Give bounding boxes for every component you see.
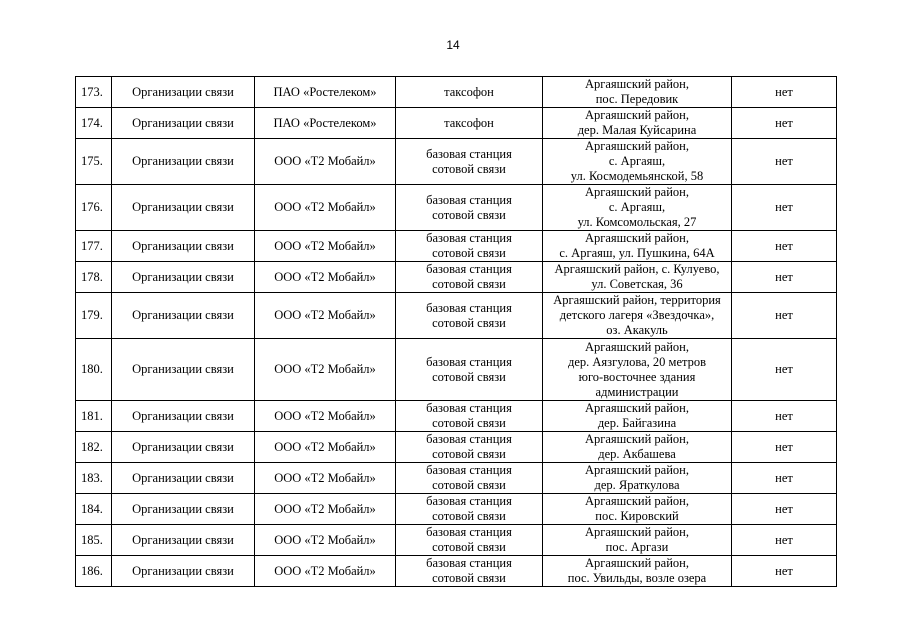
row-number-cell: 186. [76,556,112,587]
organization-cell: ПАО «Ростелеком» [255,77,396,108]
object-cell-line: сотовой связи [432,246,506,260]
category-cell: Организации связи [112,401,255,432]
object-cell [396,139,543,185]
address-cell-line: детского лагеря «Звездочка», [559,308,715,322]
address-cell-line: Аргаяшский район, [584,231,689,245]
object-cell [396,262,543,293]
address-cell [543,231,732,262]
address-cell [543,401,732,432]
address-cell-line: с. Аргаяш, [608,154,666,168]
address-cell [543,525,732,556]
address-cell-line: Аргаяшский район, [584,185,689,199]
value-cell: нет [732,401,837,432]
row-number-cell: 173. [76,77,112,108]
object-cell [396,339,543,401]
address-cell [543,77,732,108]
address-cell-line: ул. Советская, 36 [591,277,683,291]
category-cell: Организации связи [112,293,255,339]
category-cell: Организации связи [112,108,255,139]
object-cell-line: базовая станция [426,192,512,207]
address-cell-line: с. Аргаяш, ул. Пушкина, 64А [559,246,715,260]
object-cell-line: сотовой связи [432,540,506,554]
address-cell-line: Аргаяшский район, [584,463,689,477]
address-cell [543,339,732,401]
object-cell [396,556,543,587]
table-row [76,231,837,262]
category-cell: Организации связи [112,494,255,525]
row-number-cell: 184. [76,494,112,525]
object-cell-line: таксофон [444,115,494,130]
object-cell [396,432,543,463]
page-number: 14 [446,38,460,52]
object-cell-line: сотовой связи [432,571,506,585]
organization-cell: ООО «Т2 Мобайл» [255,463,396,494]
address-cell-line: ул. Комсомольская, 27 [577,215,697,229]
table-body [76,77,837,587]
address-cell-line: оз. Акакуль [606,323,668,337]
table-row [76,293,837,339]
organization-cell: ООО «Т2 Мобайл» [255,262,396,293]
address-cell-line: пос. Кировский [595,509,679,523]
object-cell-line: сотовой связи [432,277,506,291]
address-cell [543,463,732,494]
address-cell [543,185,732,231]
address-cell-line: Аргаяшский район, [584,432,689,446]
value-cell: нет [732,339,837,401]
address-cell [543,108,732,139]
value-cell: нет [732,77,837,108]
category-cell: Организации связи [112,139,255,185]
category-cell: Организации связи [112,339,255,401]
address-cell-line: дер. Малая Куйсарина [577,123,697,137]
object-cell [396,231,543,262]
category-cell: Организации связи [112,262,255,293]
organization-cell: ООО «Т2 Мобайл» [255,185,396,231]
address-cell-line: Аргаяшский район, [584,139,689,153]
value-cell: нет [732,262,837,293]
object-cell-line: базовая станция [426,556,512,570]
address-cell [543,432,732,463]
row-number-cell: 174. [76,108,112,139]
object-cell-line: базовая станция [426,525,512,539]
organization-cell: ООО «Т2 Мобайл» [255,293,396,339]
table-row [76,185,837,231]
object-cell [396,525,543,556]
organization-cell: ООО «Т2 Мобайл» [255,139,396,185]
object-cell-line: сотовой связи [432,207,506,222]
object-cell [396,77,543,108]
category-cell: Организации связи [112,525,255,556]
object-cell-line: базовая станция [426,146,512,161]
object-cell-line: сотовой связи [432,161,506,176]
address-cell-line: Аргаяшский район, [584,556,689,570]
organization-cell: ООО «Т2 Мобайл» [255,339,396,401]
value-cell: нет [732,556,837,587]
address-cell-line: дер. Акбашева [598,447,676,461]
row-number-cell: 178. [76,262,112,293]
object-cell-line: базовая станция [426,401,512,415]
row-number-cell: 176. [76,185,112,231]
table-row [76,432,837,463]
organization-cell: ООО «Т2 Мобайл» [255,401,396,432]
address-cell [543,494,732,525]
object-cell-line: сотовой связи [432,369,506,384]
category-cell: Организации связи [112,185,255,231]
object-cell-line: базовая станция [426,463,512,477]
table-row [76,401,837,432]
address-cell-line: Аргаяшский район, [584,108,689,122]
organization-cell: ООО «Т2 Мобайл» [255,494,396,525]
address-cell [543,293,732,339]
organization-cell: ООО «Т2 Мобайл» [255,432,396,463]
table-row [76,494,837,525]
row-number-cell: 175. [76,139,112,185]
object-cell-line: сотовой связи [432,509,506,523]
object-cell-line: сотовой связи [432,315,506,330]
address-cell-line: Аргаяшский район, [584,494,689,508]
address-cell-line: Аргаяшский район, [584,339,689,354]
row-number-cell: 181. [76,401,112,432]
value-cell: нет [732,293,837,339]
object-cell-line: базовая станция [426,262,512,276]
table-row [76,525,837,556]
object-cell-line: базовая станция [426,300,512,315]
address-cell-line: Аргаяшский район, территория [553,293,721,307]
address-cell-line: Аргаяшский район, [584,525,689,539]
object-cell [396,401,543,432]
category-cell: Организации связи [112,463,255,494]
object-cell [396,293,543,339]
value-cell: нет [732,108,837,139]
address-cell-line: Аргаяшский район, [584,77,689,91]
value-cell: нет [732,494,837,525]
object-cell-line: таксофон [444,84,494,99]
table-row [76,77,837,108]
object-cell-line: сотовой связи [432,416,506,430]
address-cell-line: Аргаяшский район, с. Кулуево, [554,262,720,276]
row-number-cell: 182. [76,432,112,463]
address-cell-line: с. Аргаяш, [608,200,666,214]
organization-cell: ООО «Т2 Мобайл» [255,231,396,262]
object-cell-line: базовая станция [426,432,512,446]
table-row [76,108,837,139]
object-cell-line: базовая станция [426,494,512,508]
category-cell: Организации связи [112,231,255,262]
table-row [76,262,837,293]
address-cell-line: пос. Увильды, возле озера [567,571,707,585]
address-cell-line: пос. Передовик [595,92,679,106]
object-cell-line: базовая станция [426,354,512,369]
address-cell-line: пос. Аргази [605,540,669,554]
address-cell-line: дер. Аязгулова, 20 метров [567,354,707,369]
row-number-cell: 177. [76,231,112,262]
value-cell: нет [732,185,837,231]
address-cell-line: ул. Космодемьянской, 58 [570,169,704,183]
address-cell [543,139,732,185]
table-row [76,139,837,185]
object-cell-line: сотовой связи [432,478,506,492]
table-row [76,339,837,401]
address-cell-line: дер. Байгазина [597,416,677,430]
table-row [76,556,837,587]
value-cell: нет [732,432,837,463]
objects-table [75,76,837,587]
row-number-cell: 185. [76,525,112,556]
object-cell [396,463,543,494]
value-cell: нет [732,139,837,185]
value-cell: нет [732,231,837,262]
value-cell: нет [732,463,837,494]
value-cell: нет [732,525,837,556]
table-row [76,463,837,494]
category-cell: Организации связи [112,556,255,587]
address-cell [543,262,732,293]
category-cell: Организации связи [112,77,255,108]
object-cell [396,494,543,525]
object-cell [396,185,543,231]
organization-cell: ООО «Т2 Мобайл» [255,556,396,587]
address-cell-line: администрации [595,384,679,399]
object-cell-line: сотовой связи [432,447,506,461]
object-cell-line: базовая станция [426,231,512,245]
organization-cell: ПАО «Ростелеком» [255,108,396,139]
category-cell: Организации связи [112,432,255,463]
object-cell [396,108,543,139]
address-cell-line: юго-восточнее здания [578,369,696,384]
address-cell [543,556,732,587]
address-cell-line: Аргаяшский район, [584,401,689,415]
row-number-cell: 179. [76,293,112,339]
row-number-cell: 180. [76,339,112,401]
organization-cell: ООО «Т2 Мобайл» [255,525,396,556]
address-cell-line: дер. Яраткулова [594,478,680,492]
row-number-cell: 183. [76,463,112,494]
